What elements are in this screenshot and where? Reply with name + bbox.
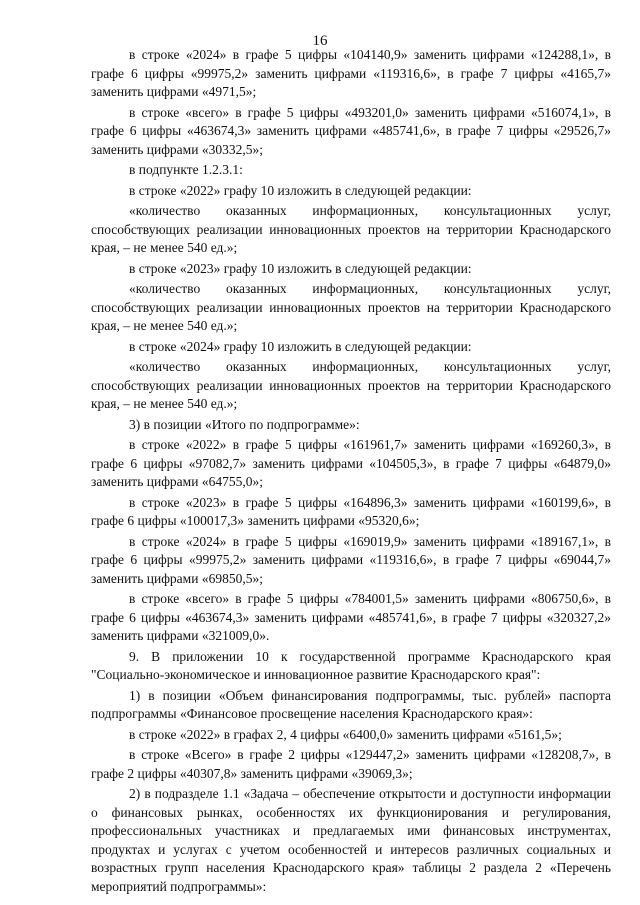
paragraph: в строке «2022» в графах 2, 4 цифры «6400,0» заменить цифрами «5161,5»;: [129, 726, 562, 742]
page-number: 16: [312, 33, 328, 49]
paragraph: в строке «2023» графу 10 изложить в следующей редакции:: [129, 260, 472, 276]
paragraph: в строке «2024» в графе 5 цифры «104140,9» заменить цифрами «124288,1», в графе 6 цифры «99975,2» заменить цифрами «119316,6», в графе 7 цифры «4165,7» заменить цифрами «4971,5»;: [91, 47, 611, 99]
paragraph: в строке «всего» в графе 5 цифры «493201,0» заменить цифрами «516074,1», в графе 6 цифры «463674,3» заменить цифрами «485741,6», в графе 7 цифры «29526,7» заменить цифрами «30332,5»;: [91, 104, 611, 157]
paragraph: в строке «Всего» в графе 2 цифры «129447,2» заменить цифрами «128208,7», в графе 2 цифры «40307,8» заменить цифрами «39069,3»;: [91, 747, 611, 781]
paragraph: в строке «2022» в графе 5 цифры «161961,7» заменить цифрами «169260,3», в графе 6 цифры «97082,7» заменить цифрами «104505,3», в графе 7 цифры «64879,0» заменить цифрами «64755,0»;: [91, 437, 611, 489]
paragraph: в строке «2024» графу 10 изложить в следующей редакции:: [129, 338, 472, 354]
paragraph: в строке «2023» в графе 5 цифры «164896,3» заменить цифрами «160199,6», в графе 6 цифры «100017,3» заменить цифрами «95320,6»;: [91, 494, 611, 528]
paragraph: в строке «2022» графу 10 изложить в следующей редакции:: [129, 182, 472, 198]
paragraph: 2) в подразделе 1.1 «Задача – обеспечение открытости и доступности информации о финансовых рынках, особенностях их функционирования и регулирования, профессиональных участниках и предлагаемых ими финансовых инструментах, продуктах и услугах с учетом особенностей и интересов различных социальных и возрастных групп населения Краснодарского края» таблицы 2 раздела 2 «Перечень мероприятий подпрограммы»:: [91, 786, 611, 894]
paragraph: «количество оказанных информационных, консультационных услуг, способствующих реализации инновационных проектов на территории Краснодарского края, – не менее 540 ед.»;: [91, 281, 611, 333]
paragraph: в подпункте 1.2.3.1:: [129, 162, 243, 177]
paragraph: в строке «всего» в графе 5 цифры «784001,5» заменить цифрами «806750,6», в графе 6 цифры «463674,3» заменить цифрами «485741,6», в графе 7 цифры «320327,2» заменить цифрами «321009,0».: [91, 591, 611, 643]
paragraph: 9. В приложении 10 к государственной программе Краснодарского края "Социально-экономическое и инновационное развитие Краснодарского края":: [91, 648, 611, 682]
paragraph: 1) в позиции «Объем финансирования подпрограммы, тыс. рублей» паспорта подпрограммы «Финансовое просвещение населения Краснодарского края»:: [91, 687, 611, 721]
paragraph: «количество оказанных информационных, консультационных услуг, способствующих реализации инновационных проектов на территории Краснодарского края, – не менее 540 ед.»;: [91, 359, 611, 411]
paragraph: «количество оказанных информационных, консультационных услуг, способствующих реализации инновационных проектов на территории Краснодарского края, – не менее 540 ед.»;: [91, 203, 611, 255]
document-body: [91, 46, 611, 898]
paragraph: 3) в позиции «Итого по подпрограмме»:: [129, 416, 360, 432]
paragraph: в строке «2024» в графе 5 цифры «169019,9» заменить цифрами «189167,1», в графе 6 цифры «99975,2» заменить цифрами «119316,6», в графе 7 цифры «69044,7» заменить цифрами «69850,5»;: [91, 533, 611, 586]
